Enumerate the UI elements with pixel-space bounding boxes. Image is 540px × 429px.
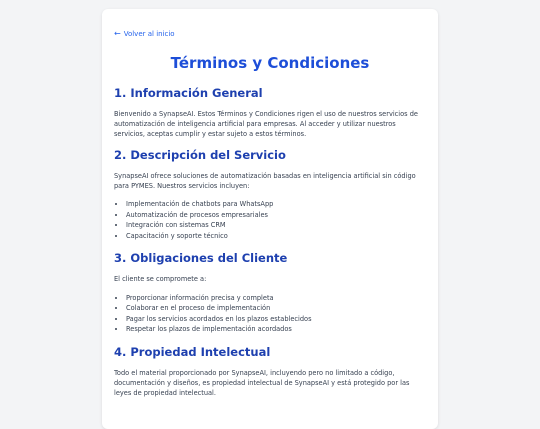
section-paragraph: Bienvenido a SynapseAI. Estos Términos y Condiciones rigen el uso de nuestros servicios de automatización de inteligencia artificial para empresas. Al acceder y utilizar nuestros servicios, aceptas cumplir y estar sujeto a estos términos. bbox=[114, 110, 418, 139]
section-intellectual-property bbox=[114, 345, 426, 399]
arrow-left-icon: ← bbox=[114, 29, 121, 38]
section-heading: 4. Propiedad Intelectual bbox=[114, 344, 271, 359]
list-item: • Colaborar en el proceso de implementación bbox=[126, 303, 426, 314]
list-item: • Integración con sistemas CRM bbox=[126, 220, 426, 231]
list-item: • Capacitación y soporte técnico bbox=[126, 231, 426, 242]
section-heading: 2. Descripción del Servicio bbox=[114, 147, 286, 162]
back-link[interactable] bbox=[114, 30, 175, 38]
terms-card bbox=[102, 9, 438, 429]
section-heading: 3. Obligaciones del Cliente bbox=[114, 251, 288, 266]
section-paragraph: El cliente se compromete a: bbox=[114, 275, 207, 284]
page-title: Términos y Condiciones bbox=[170, 54, 370, 72]
service-list bbox=[114, 199, 426, 241]
section-service-description bbox=[114, 148, 426, 242]
list-item: • Automatización de procesos empresariales bbox=[126, 210, 426, 221]
section-client-obligations bbox=[114, 251, 426, 334]
section-paragraph: SynapseAI ofrece soluciones de automatización basadas en inteligencia artificial sin código para PYMES. Nuestros servicios incluyen: bbox=[114, 171, 416, 190]
list-item: • Implementación de chatbots para WhatsApp bbox=[126, 199, 426, 210]
list-item: • Pagar los servicios acordados en los plazos establecidos bbox=[126, 314, 426, 325]
list-item: • Proporcionar información precisa y completa bbox=[126, 293, 426, 304]
list-item: • Respetar los plazos de implementación acordados bbox=[126, 324, 426, 335]
back-link-label: Volver al inicio bbox=[123, 30, 175, 38]
section-general-info bbox=[114, 86, 426, 140]
obligations-list bbox=[114, 293, 426, 335]
section-paragraph: Todo el material proporcionado por SynapseAI, incluyendo pero no limitado a código, documentación y diseños, es propiedad intelectual de SynapseAI y está protegido por las leyes de propiedad intelectual. bbox=[114, 368, 410, 398]
section-heading: 1. Información General bbox=[114, 86, 263, 100]
